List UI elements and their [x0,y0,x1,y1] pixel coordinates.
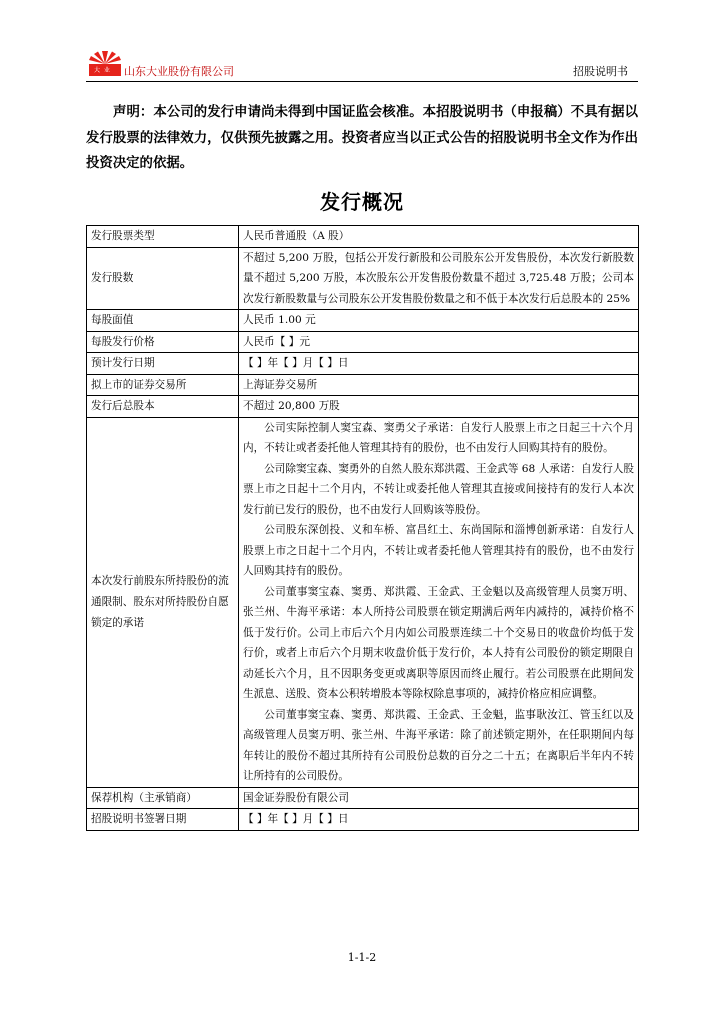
disclaimer-statement: 声明：本公司的发行申请尚未得到中国证监会核准。本招股说明书（申报稿）不具有据以发行股票的法律效力，仅供预先披露之用。投资者应当以正式公告的招股说明书全文作为作出投资决定的依据。 [86,105,638,171]
row-value: 人民币普通股（A 股） [239,226,639,248]
row-label: 拟上市的证券交易所 [87,374,239,396]
table-row [87,331,639,353]
table-row [87,374,639,396]
row-value [239,417,639,787]
table-row [87,787,639,809]
lockup-label-text: 本次发行前股东所持股份的流通限制、股东对所持股份自愿锁定的承诺 [91,574,229,629]
row-value: 【 】年【 】月【 】日 [239,353,639,375]
row-value: 【 】年【 】月【 】日 [239,809,639,831]
lockup-paragraph: 公司董事窦宝森、窦勇、郑洪霞、王金武、王金魁以及高级管理人员窦万明、张兰州、牛海平承诺：本人所持公司股票在锁定期满后两年内减持的，减持价格不低于发行价。公司上市后六个月内如公司股票连续二十个交易日的收盘价均低于发行价，或者上市后六个月期末收盘价低于发行价，本人持有公司股份的锁定期限自动延长六个月，且不因职务变更或离职等原因而终止履行。若公司股票在此期间发生派息、送股、资本公积转增股本等除权除息事项的，减持价格应相应调整。 [243,585,634,700]
row-label: 发行股票类型 [87,226,239,248]
document-type: 招股说明书 [573,65,628,78]
row-label: 招股说明书签署日期 [87,809,239,831]
row-value: 国金证券股份有限公司 [239,787,639,809]
table-row [87,417,639,787]
row-label: 发行股数 [87,247,239,310]
page-header [86,48,638,82]
row-value: 不超过 20,800 万股 [239,396,639,418]
row-label: 预计发行日期 [87,353,239,375]
table-row [87,247,639,310]
table-row [87,396,639,418]
row-label [87,417,239,787]
row-label: 每股面值 [87,310,239,332]
lockup-paragraph: 公司实际控制人窦宝森、窦勇父子承诺：自发行人股票上市之日起三十六个月内，不转让或者委托他人管理其持有的股份，也不由发行人回购其持有的股份。 [243,421,634,454]
table-row [87,310,639,332]
page-number: 1-1-2 [347,951,377,964]
company-name: 山东大业股份有限公司 [124,65,234,78]
row-label: 每股发行价格 [87,331,239,353]
logo-text: 大 业 [94,67,111,74]
row-value: 不超过 5,200 万股，包括公开发行新股和公司股东公开发售股份，本次发行新股数量不超过 5,200 万股，本次股东公开发售股份数量不超过 3,725.48 万股；公司本次发行新股数量与公司股东公开发售股份数量之和不低于本次发行后总股本的 25% [239,247,639,310]
row-value: 人民币【 】元 [239,331,639,353]
row-label: 发行后总股本 [87,396,239,418]
row-value: 人民币 1.00 元 [239,310,639,332]
lockup-paragraph: 公司股东深创投、义和车桥、富昌红土、东尚国际和淄博创新承诺：自发行人股票上市之日起十二个月内，不转让或者委托他人管理其持有的股份，也不由发行人回购其持有的股份。 [243,524,634,577]
row-value: 上海证券交易所 [239,374,639,396]
lockup-paragraph: 公司董事窦宝森、窦勇、郑洪霞、王金武、王金魁，监事耿汝江、管玉红以及高级管理人员窦万明、张兰州、牛海平承诺：除了前述锁定期外，在任职期间内每年转让的股份不超过其所持有公司股份总数的百分之二十五；在离职后半年内不转让所持有的公司股份。 [243,708,634,782]
lockup-paragraph: 公司除窦宝森、窦勇外的自然人股东郑洪霞、王金武等 68 人承诺：自发行人股票上市之日起十二个月内，不转让或委托他人管理其直接或间接持有的发行人本次发行前已发行的股份，也不由发行人回购该等股份。 [243,462,634,516]
row-label: 保荐机构（主承销商） [87,787,239,809]
section-title: 发行概况 [320,190,404,214]
table-row [87,226,639,248]
offering-overview-table [86,225,639,831]
table-row [87,809,639,831]
table-row [87,353,639,375]
